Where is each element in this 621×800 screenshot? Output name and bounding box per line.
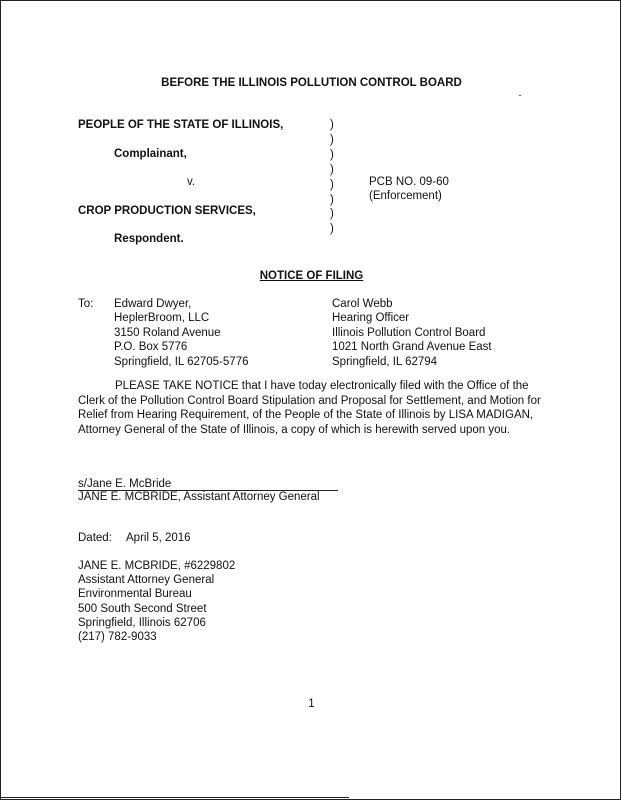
complainant-label: Complainant,	[114, 148, 187, 160]
dated-label: Dated:	[78, 532, 112, 544]
paren-3: )	[330, 148, 334, 161]
attorney-contact-block	[78, 559, 235, 644]
contact-line: (217) 782-9033	[78, 631, 157, 644]
dated-value: April 5, 2016	[126, 532, 191, 544]
recipient-left-line: P.O. Box 5776	[114, 341, 188, 354]
notice-title: NOTICE OF FILING	[259, 270, 364, 282]
contact-line: Assistant Attorney General	[78, 574, 215, 587]
bottom-rule	[1, 797, 349, 798]
defendant-name: CROP PRODUCTION SERVICES,	[78, 205, 256, 217]
recipient-right-line: Springfield, IL 62794	[332, 355, 438, 368]
electronic-signature: s/Jane E. McBride	[78, 478, 172, 490]
recipient-right-line: Hearing Officer	[332, 312, 410, 325]
contact-line: 500 South Second Street	[78, 602, 207, 615]
court-heading: BEFORE THE ILLINOIS POLLUTION CONTROL BOARD	[161, 77, 462, 89]
caption-parentheses	[330, 118, 334, 237]
contact-line: Springfield, Illinois 62706	[78, 616, 206, 629]
recipient-right-line: Carol Webb	[332, 298, 393, 310]
recipient-left-line: HeplerBroom, LLC	[114, 312, 210, 325]
recipient-left-line: Edward Dwyer,	[114, 298, 192, 310]
respondent-label: Respondent.	[114, 233, 184, 245]
to-label: To:	[78, 298, 94, 310]
notice-paragraph: PLEASE TAKE NOTICE that I have today electronically filed with the Office of the Clerk of the Pollution Control Board Stipulation and Proposal for Settlement, and Motion for Relief from Hearing Requirement, of the People of the State of Illinois by LISA MADIGAN, Attorney General of the State of Illinois, a copy of which is herewith served upon you.	[78, 380, 541, 437]
recipient-left-address	[114, 297, 248, 369]
contact-line: Environmental Bureau	[78, 588, 192, 601]
recipient-left-line: Springfield, IL 62705-5776	[114, 355, 249, 368]
recipient-right-line: Illinois Pollution Control Board	[332, 326, 486, 339]
paren-8: )	[330, 223, 334, 236]
case-type: (Enforcement)	[369, 190, 442, 202]
paren-4: )	[330, 163, 334, 176]
paren-5: )	[330, 178, 334, 191]
paren-2: )	[330, 133, 334, 146]
recipient-left-line: 3150 Roland Avenue	[114, 326, 221, 339]
plaintiff-name: PEOPLE OF THE STATE OF ILLINOIS,	[78, 119, 284, 131]
contact-line: JANE E. MCBRIDE, #6229802	[78, 560, 236, 572]
recipient-right-line: 1021 North Grand Avenue East	[332, 341, 492, 354]
recipient-right-address	[332, 297, 492, 369]
paren-1: )	[330, 119, 334, 131]
paren-7: )	[330, 208, 334, 221]
versus-label: v.	[187, 176, 196, 188]
page-number: 1	[308, 698, 315, 710]
scan-speck	[519, 95, 521, 96]
case-number: PCB NO. 09-60	[369, 176, 449, 188]
paren-6: )	[330, 193, 334, 206]
signer-printed-name: JANE E. MCBRIDE, Assistant Attorney General	[78, 491, 320, 503]
